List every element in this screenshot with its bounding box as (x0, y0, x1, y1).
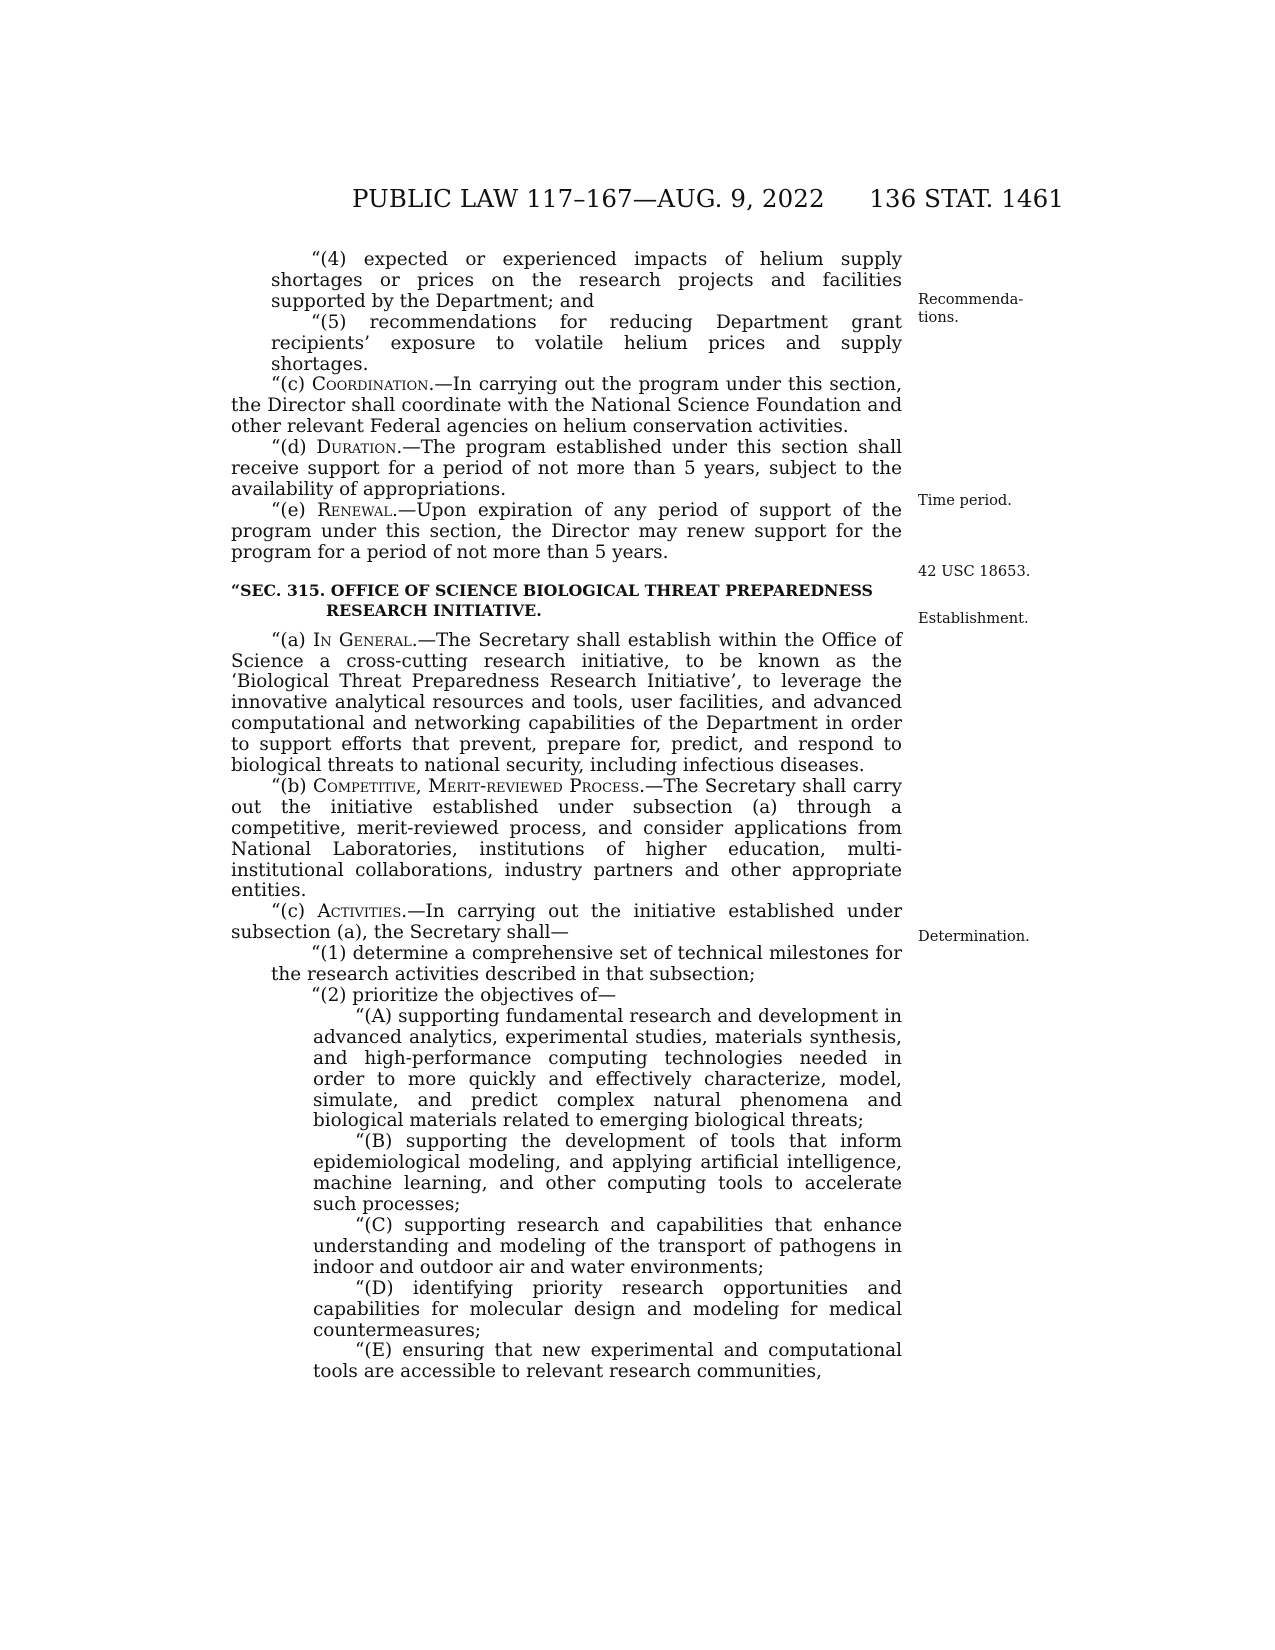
subparagraph-d: “(D) identifying priority research opportunities and capabilities for molecular design and modeling for medical countermeasures; (313, 1277, 902, 1341)
subsection-e-renewal (231, 501, 902, 564)
subsection-prefix: “(d) (271, 437, 317, 459)
subsection-text: shall receive support for a period of not more than 5 years, subject to the availability of appropriations. (231, 437, 902, 500)
body-text (231, 250, 902, 1383)
subsection-heading: Activities (317, 901, 402, 923)
subsection-text: the Director shall coordinate with the National Science Foundation and other relevant Federal agencies on helium conservation activities. (231, 395, 902, 438)
subparagraph-e: “(E) ensuring that new experimental and computational tools are accessible to relevant research communities, (313, 1340, 902, 1383)
subsection-heading: Renewal (317, 499, 393, 521)
paragraph-2-prioritize: “(2) prioritize the objectives of— (311, 985, 616, 1006)
paragraph-4: “(4) expected or experienced impacts of helium supply shortages or prices on the research projects and facilities supported by the Department; and (271, 249, 902, 312)
margin-note-time-period: Time period. (918, 492, 1012, 509)
subparagraph-a: “(A) supporting fundamental research and development in advanced analytics, experimental studies, materials synthesis, and high-performance computing technologies needed in order to more quickly and effectively characterize, model, simulate, and predict complex natural phenomena and biological materials related to emerging biological threats; (313, 1005, 902, 1132)
subsection-heading: In General (312, 629, 412, 651)
subsection-prefix: “(c) (271, 374, 312, 396)
subparagraph-c: “(C) supporting research and capabilities that enhance understanding and modeling of the transport of pathogens in indoor and outdoor air and water environments; (313, 1214, 902, 1278)
subsection-prefix: “(e) (271, 499, 318, 521)
subsection-c-activities (231, 902, 902, 944)
subsection-heading: Competitive, Merit-reviewed Process (313, 775, 640, 797)
section-heading (231, 581, 902, 621)
subsection-text: the program under this section, the Director may renew support for the program for a period of not more than 5 years. (231, 499, 902, 563)
subsection-b-competitive (231, 777, 902, 902)
subsection-text: shall carry out the initiative established under subsection (a) through a competitive, merit-reviewed process, and consider applications from National Laboratories, institutions of higher education, multi-institutional collaborations, industry partners and other appropriate entities. (231, 775, 902, 902)
subsection-c-coordination (231, 375, 902, 438)
subparagraph-b: “(B) supporting the development of tools that inform epidemiological modeling, and applying artificial intelligence, machine learning, and other computing tools to accelerate such processes; (313, 1131, 902, 1216)
section-heading-line1: “SEC. 315. OFFICE OF SCIENCE BIOLOGICAL THREAT PREPAREDNESS (231, 580, 873, 600)
subsection-a-in-general (231, 631, 902, 777)
subsection-lead: .—Upon expiration of any period of support of (392, 499, 872, 521)
margin-note-line: Recommenda- (918, 291, 1024, 308)
header-stat-page: 136 STAT. 1461 (869, 184, 1064, 213)
margin-note-determination: Determination. (918, 928, 1030, 945)
subsection-heading: Coordination (311, 374, 429, 396)
margin-note-usc: 42 USC 18653. (918, 563, 1031, 580)
subsection-lead: .—In carrying out the program under this section, (428, 374, 902, 396)
margin-note-recommendations (918, 291, 1023, 327)
subsection-lead: .—In carrying out the initiative established (401, 901, 847, 923)
margin-note-line: tions. (918, 309, 959, 326)
subsection-text: under subsection (a), the Secretary shall— (231, 901, 902, 944)
subsection-d-duration (231, 438, 902, 501)
section-heading-line2: RESEARCH INITIATIVE. (326, 600, 542, 620)
subsection-lead: .—The program established under this section (396, 437, 858, 459)
paragraph-1-determine: “(1) determine a comprehensive set of technical milestones for the research activities described in that subsection; (271, 943, 902, 986)
subsection-text: Office of Science a cross-cutting research initiative, to be known as the ‘Biological Threat Preparedness Research Initiative’, to leverage the innovative analytical resources and tools, user facilities, and advanced computational and networking capabilities of the Department in order to support efforts that prevent, prepare for, predict, and respond to biological threats to national security, including infectious diseases. (231, 629, 902, 777)
margin-note-establishment: Establishment. (918, 610, 1029, 627)
header-public-law: PUBLIC LAW 117–167—AUG. 9, 2022 (352, 184, 825, 213)
subsection-prefix: “(b) (271, 775, 313, 797)
subsection-prefix: “(a) (271, 629, 313, 651)
subsection-lead: .—The Secretary (639, 775, 803, 797)
subsection-heading: Duration (316, 437, 397, 459)
subsection-prefix: “(c) (271, 901, 318, 923)
paragraph-5: “(5) recommendations for reducing Department grant recipients’ exposure to volatile helium prices and supply shortages. (271, 311, 902, 375)
running-header (320, 184, 1064, 218)
subsection-lead: .—The Secretary shall establish within the (411, 629, 822, 651)
